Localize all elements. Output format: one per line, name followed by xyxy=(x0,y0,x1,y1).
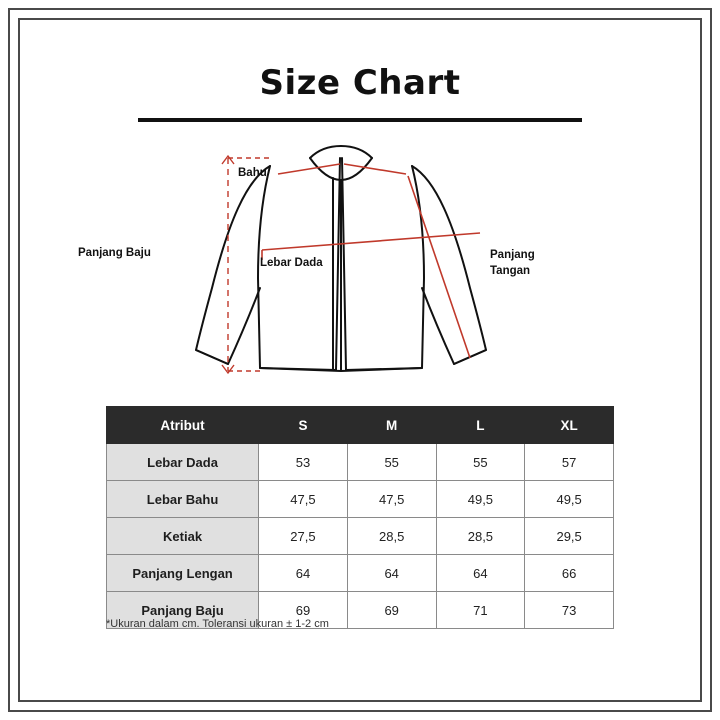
size-table xyxy=(106,406,614,629)
label-chest: Lebar Dada xyxy=(260,257,323,269)
cell-l: 71 xyxy=(436,592,525,629)
row-attribute: Lebar Bahu xyxy=(107,481,259,518)
table-body xyxy=(107,444,614,629)
cell-s: 53 xyxy=(259,444,348,481)
cell-xl: 49,5 xyxy=(525,481,614,518)
size-table-wrap xyxy=(106,406,614,629)
table-row xyxy=(107,555,614,592)
row-attribute: Panjang Lengan xyxy=(107,555,259,592)
row-attribute: Lebar Dada xyxy=(107,444,259,481)
cell-xl: 57 xyxy=(525,444,614,481)
page-title: Size Chart xyxy=(259,63,461,103)
table-row xyxy=(107,444,614,481)
cell-l: 55 xyxy=(436,444,525,481)
header-size-l: L xyxy=(436,407,525,444)
cell-s: 47,5 xyxy=(259,481,348,518)
cell-m: 55 xyxy=(347,444,436,481)
cell-xl: 29,5 xyxy=(525,518,614,555)
cell-l: 49,5 xyxy=(436,481,525,518)
header-size-m: M xyxy=(347,407,436,444)
cell-l: 64 xyxy=(436,555,525,592)
title-underline xyxy=(138,118,582,122)
shirt-outline xyxy=(196,146,486,371)
footnote: *Ukuran dalam cm. Toleransi ukuran ± 1-2 cm xyxy=(106,618,329,630)
cell-m: 47,5 xyxy=(347,481,436,518)
label-length: Panjang Baju xyxy=(78,247,151,259)
table-header-row xyxy=(107,407,614,444)
cell-m: 69 xyxy=(347,592,436,629)
label-sleeve-line1: Panjang xyxy=(490,249,535,261)
shirt-diagram-svg xyxy=(78,128,570,388)
chest-measure-line xyxy=(262,233,480,260)
cell-m: 64 xyxy=(347,555,436,592)
cell-m: 28,5 xyxy=(347,518,436,555)
cell-xl: 66 xyxy=(525,555,614,592)
table-row xyxy=(107,518,614,555)
table-row xyxy=(107,481,614,518)
cell-s: 64 xyxy=(259,555,348,592)
label-sleeve-line2: Tangan xyxy=(490,265,531,277)
cell-xl: 73 xyxy=(525,592,614,629)
cell-s: 27,5 xyxy=(259,518,348,555)
label-shoulder: Bahu xyxy=(238,167,267,179)
shirt-illustration xyxy=(28,128,692,398)
row-attribute: Ketiak xyxy=(107,518,259,555)
cell-s: 69 xyxy=(259,592,348,629)
row-attribute: Panjang Baju xyxy=(107,592,259,629)
cell-l: 28,5 xyxy=(436,518,525,555)
header-size-s: S xyxy=(259,407,348,444)
table-head xyxy=(107,407,614,444)
header-size-xl: XL xyxy=(525,407,614,444)
header-attribute: Atribut xyxy=(107,407,259,444)
page-content xyxy=(28,28,692,692)
